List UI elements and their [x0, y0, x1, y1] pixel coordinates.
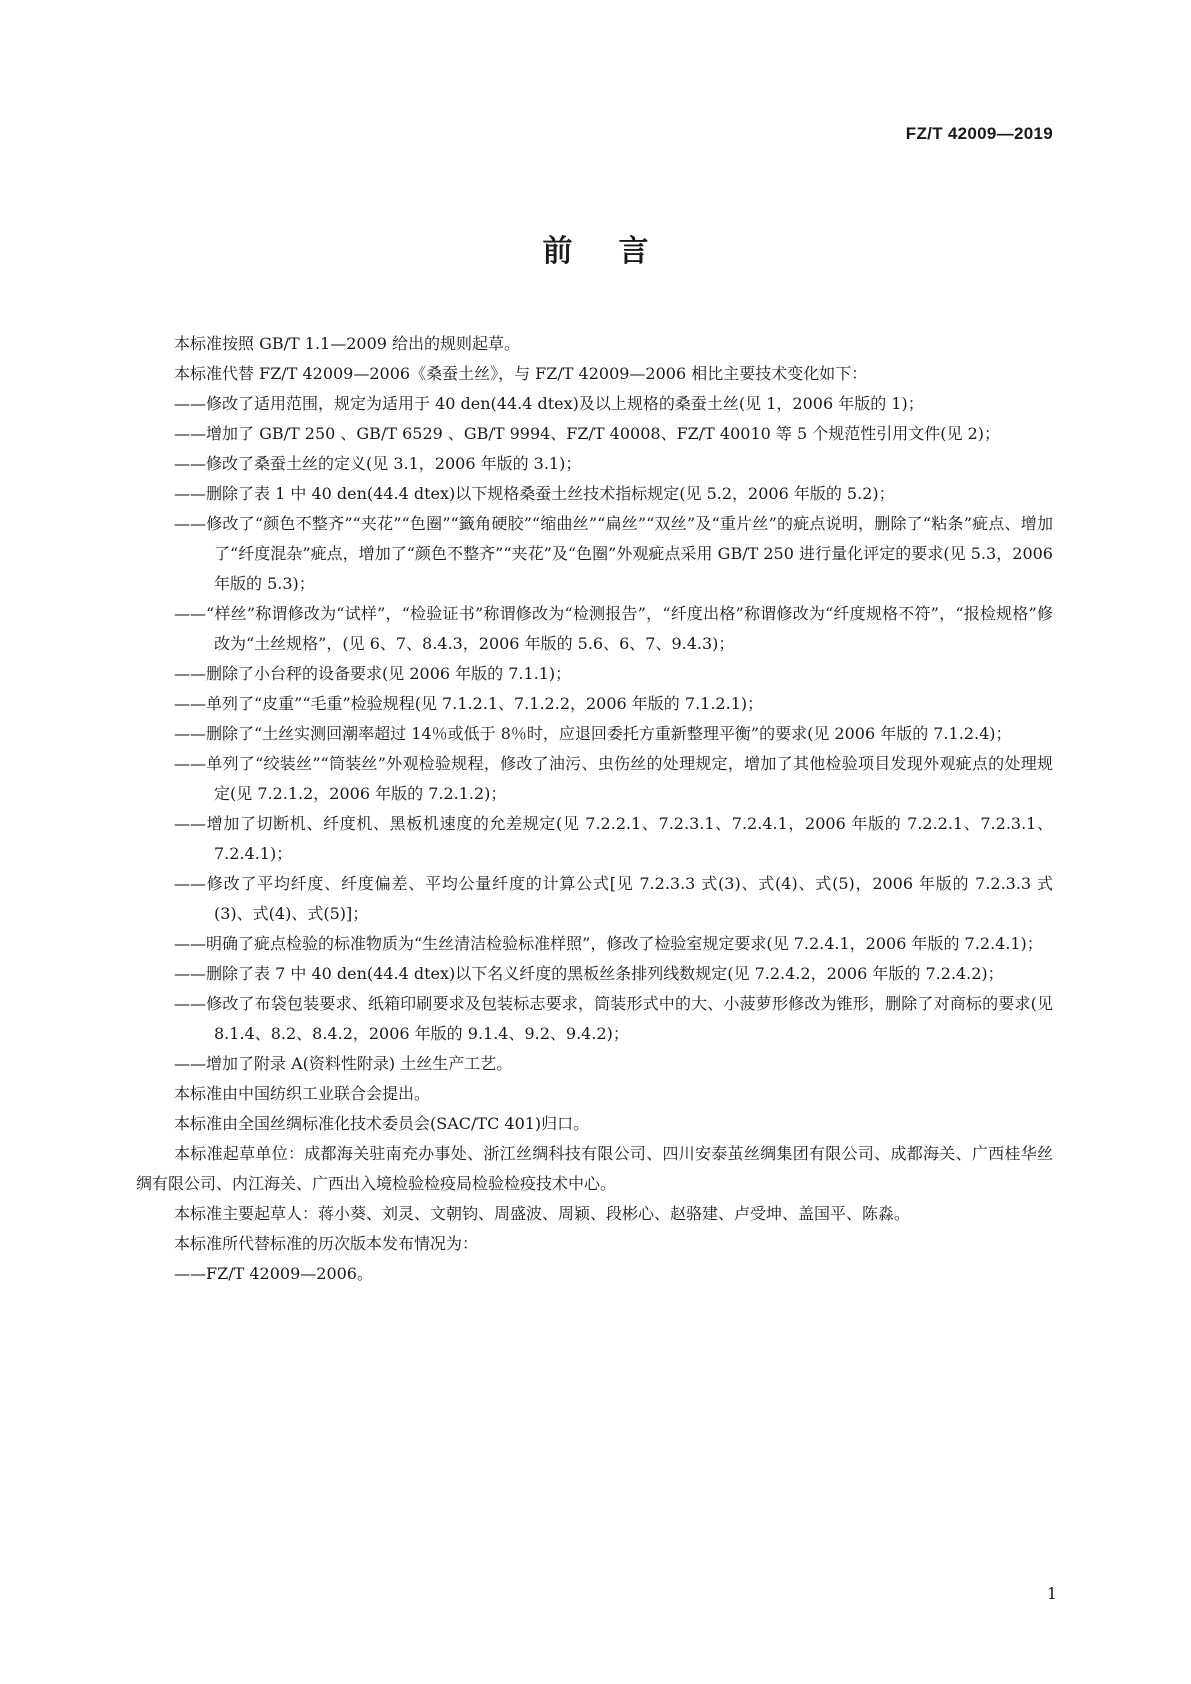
change-item: ——修改了“颜色不整齐”“夹花”“色圈”“籤角硬胶”“缩曲丝”“扁丝”“双丝”及“重片丝”的疵点说明，删除了“粘条”疵点、增加了“纤度混杂”疵点，增加了“颜色不整齐”“夹花”及“色圈”外观疵点采用 GB/T 250 进行量化评定的要求(见 5.3，2006 年版的 5.3)；	[174, 514, 1053, 593]
change-item: ——单列了“绞装丝”“筒装丝”外观检验规程，修改了油污、虫伤丝的处理规定，增加了其他检验项目发现外观疵点的处理规定(见 7.2.1.2，2006 年版的 7.2.1.2)；	[174, 754, 1053, 803]
change-item: ——删除了“土丝实测回潮率超过 14％或低于 8％时，应退回委托方重新整理平衡”的要求(见 2006 年版的 7.1.2.4)；	[174, 724, 1012, 743]
intro-paragraph: 本标准代替 FZ/T 42009—2006《桑蚕土丝》，与 FZ/T 42009—2006 相比主要技术变化如下：	[174, 364, 868, 383]
change-item: ——“样丝”称谓修改为“试样”，“检验证书”称谓修改为“检测报告”，“纤度出格”称谓修改为“纤度规格不符”，“报检规格”修改为“土丝规格”，(见 6、7、8.4.3，2006 年版的 5.6、6、7、9.4.3)；	[174, 604, 1053, 653]
foreword-body	[136, 329, 1053, 1289]
closing-paragraph: 本标准由中国纺织工业联合会提出。	[174, 1084, 431, 1103]
change-item: ——单列了“皮重”“毛重”检验规程(见 7.1.2.1、7.1.2.2，2006 年版的 7.1.2.1)；	[174, 694, 764, 713]
change-item: ——增加了附录 A(资料性附录) 土丝生产工艺。	[174, 1054, 513, 1073]
change-item: ——修改了布袋包装要求、纸箱印刷要求及包装标志要求，筒装形式中的大、小菠萝形修改为锥形，删除了对商标的要求(见 8.1.4、8.2、8.4.2，2006 年版的 9.1.4、9.2、9.4.2)；	[174, 994, 1053, 1043]
change-item: ——修改了桑蚕土丝的定义(见 3.1，2006 年版的 3.1)；	[174, 454, 582, 473]
change-item: ——修改了平均纤度、纤度偏差、平均公量纤度的计算公式[见 7.2.3.3 式(3)、式(4)、式(5)，2006 年版的 7.2.3.3 式(3)、式(4)、式(5)]；	[174, 874, 1053, 923]
page-number: 1	[1046, 1584, 1057, 1603]
intro-paragraph: 本标准按照 GB/T 1.1—2009 给出的规则起草。	[174, 334, 521, 353]
closing-paragraph: 本标准所代替标准的历次版本发布情况为：	[174, 1234, 479, 1253]
change-item: ——删除了小台秤的设备要求(见 2006 年版的 7.1.1)；	[174, 664, 572, 683]
change-item: ——修改了适用范围，规定为适用于 40 den(44.4 dtex)及以上规格的桑蚕土丝(见 1，2006 年版的 1)；	[174, 394, 924, 413]
closing-paragraph: 本标准主要起草人：蒋小葵、刘灵、文朝钧、周盛波、周颖、段彬心、赵骆建、卢受坤、盖国平、陈淼。	[174, 1204, 911, 1223]
closing-paragraph: 本标准由全国丝绸标准化技术委员会(SAC/TC 401)归口。	[174, 1114, 590, 1133]
change-item: ——增加了切断机、纤度机、黑板机速度的允差规定(见 7.2.2.1、7.2.3.1、7.2.4.1，2006 年版的 7.2.2.1、7.2.3.1、7.2.4.1)；	[174, 814, 1053, 863]
change-item: ——明确了疵点检验的标准物质为“生丝清洁检验标准样照”，修改了检验室规定要求(见 7.2.4.1，2006 年版的 7.2.4.1)；	[174, 934, 1043, 953]
page-title: 前言	[542, 234, 695, 269]
standard-code: FZ/T 42009—2019	[905, 124, 1053, 143]
history-item: ——FZ/T 42009—2006。	[174, 1264, 373, 1283]
change-item: ——增加了 GB/T 250 、GB/T 6529 、GB/T 9994、FZ/T 40008、FZ/T 40010 等 5 个规范性引用文件(见 2)；	[174, 424, 1001, 443]
closing-paragraph: 本标准起草单位：成都海关驻南充办事处、浙江丝绸科技有限公司、四川安泰茧丝绸集团有限公司、成都海关、广西桂华丝绸有限公司、内江海关、广西出入境检验检疫局检验检疫技术中心。	[136, 1144, 1053, 1193]
change-item: ——删除了表 7 中 40 den(44.4 dtex)以下名义纤度的黑板丝条排列线数规定(见 7.2.4.2，2006 年版的 7.2.4.2)；	[174, 964, 1004, 983]
change-item: ——删除了表 1 中 40 den(44.4 dtex)以下规格桑蚕土丝技术指标规定(见 5.2，2006 年版的 5.2)；	[174, 484, 895, 503]
